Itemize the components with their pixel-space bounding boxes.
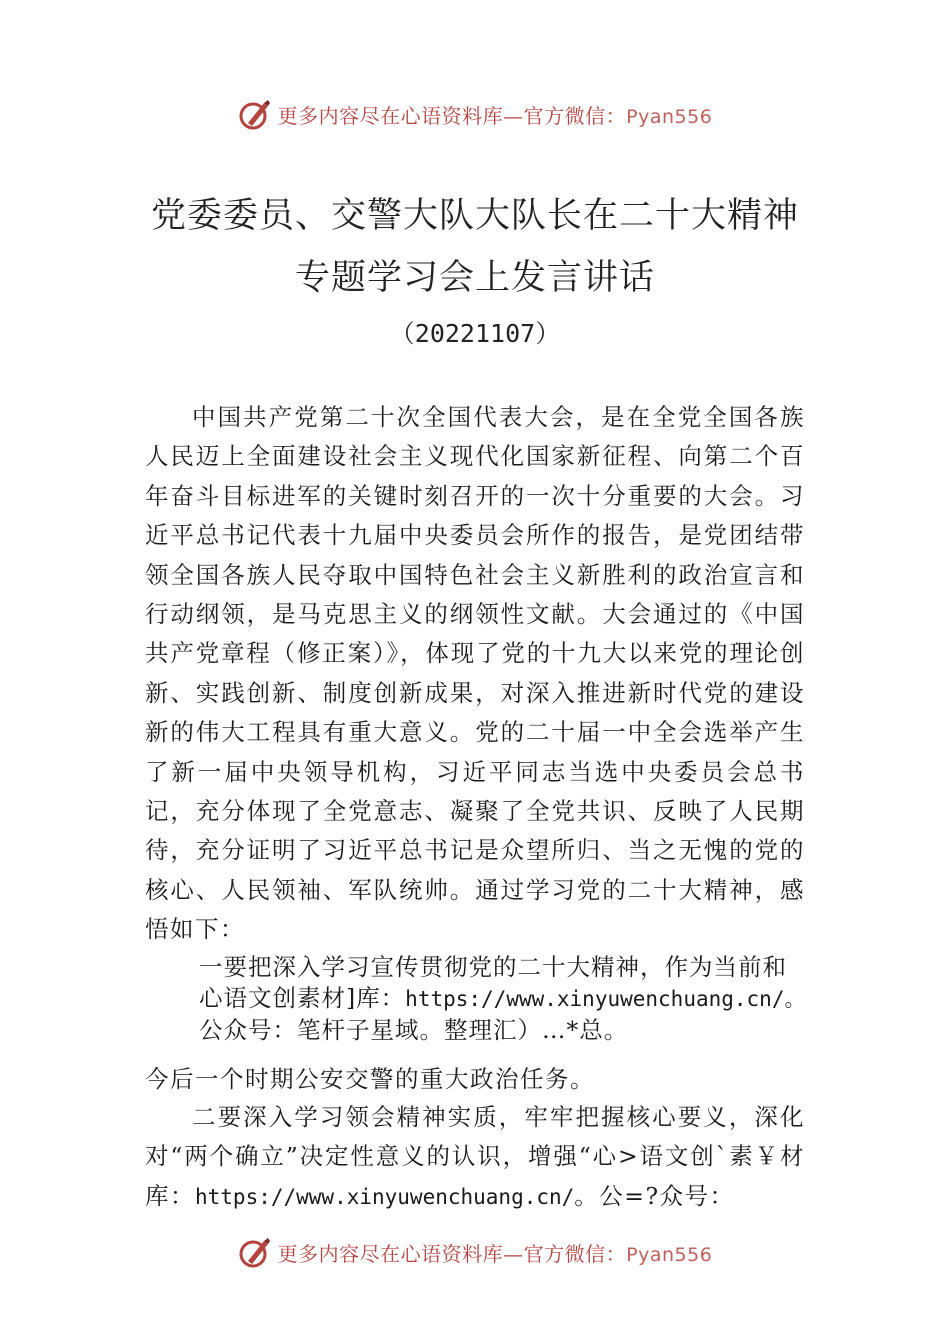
header-banner-text: 更多内容尽在心语资料库—官方微信：Pyan556 xyxy=(277,103,713,128)
quote-line-3: 公众号：笔杆子星域。整理汇）…*总。 xyxy=(199,1016,629,1044)
pen-logo-icon xyxy=(238,97,272,131)
document-date: （20221107） xyxy=(389,319,561,348)
watermark-url-2: https://www.xinyuwenchuang.cn/ xyxy=(195,1184,575,1209)
document-title-line-2: 专题学习会上发言讲话 xyxy=(294,258,655,298)
inserted-watermark-block xyxy=(199,952,819,1046)
watermark-url: https://www.xinyuwenchuang.cn/。 xyxy=(405,987,806,1011)
header-wechat-id: Pyan556 xyxy=(626,105,713,128)
quote-line-1: 一要把深入学习宣传贯彻党的二十大精神，作为当前和 xyxy=(199,953,787,981)
quote-line-2: 心语文创素材]库：https://www.xinyuwenchuang.cn/。 xyxy=(199,984,806,1012)
paragraph-second-point: 二要深入学习领会精神实质，牢牢把握核心要义，深化对“两个确立”决定性意义的认识，增强“心>语文创`素￥材库：https://www.xinyuwenchuang.cn/。公=?众号： xyxy=(145,1103,805,1210)
paragraph-intro: 中国共产党第二十次全国代表大会，是在全党全国各族人民迈上全面建设社会主义现代化国家新征程、向第二个百年奋斗目标进军的关键时刻召开的一次十分重要的大会。习近平总书记代表十九届中央委员会所作的报告，是党团结带领全国各族人民夺取中国特色社会主义新胜利的政治宣言和行动纲领，是马克思主义的纲领性文献。大会通过的《中国共产党章程（修正案）》，体现了党的十九大以来党的理论创新、实践创新、制度创新成果，对深入推进新时代党的建设新的伟大工程具有重大意义。党的二十届一中全会选举产生了新一届中央领导机构，习近平同志当选中央委员会总书记，充分体现了全党意志、凝聚了全党共识、反映了人民期待，充分证明了习近平总书记是众望所归、当之无愧的党的核心、人民领袖、军队统帅。通过学习党的二十大精神，感悟如下： xyxy=(145,403,805,944)
paragraph-continuation: 今后一个时期公安交警的重大政治任务。 xyxy=(145,1065,595,1093)
document-title-line-1: 党委委员、交警大队大队长在二十大精神 xyxy=(150,196,799,236)
footer-wechat-id: Pyan556 xyxy=(626,1243,713,1266)
footer-watermark-banner xyxy=(0,1232,950,1272)
pen-logo-icon xyxy=(238,1235,272,1269)
header-watermark-banner xyxy=(0,94,950,134)
footer-banner-text: 更多内容尽在心语资料库—官方微信：Pyan556 xyxy=(277,1241,713,1266)
